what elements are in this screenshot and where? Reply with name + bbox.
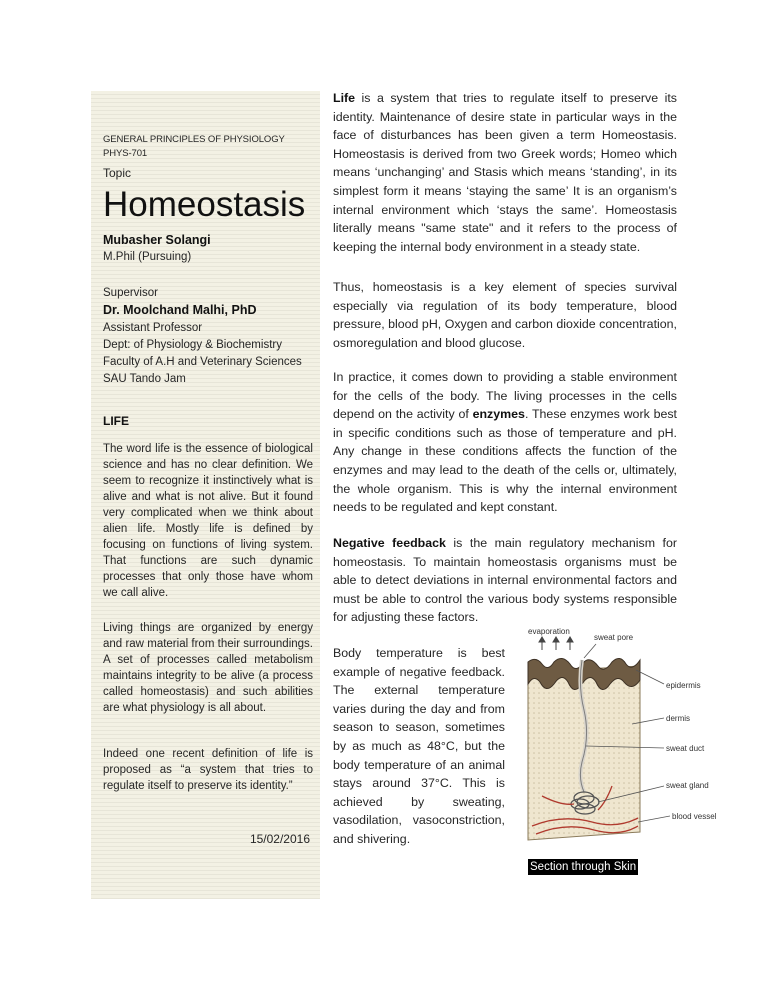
document-title: Homeostasis xyxy=(103,185,306,224)
term-life: Life xyxy=(333,91,356,105)
supervisor-dept: Dept: of Physiology & Biochemistry xyxy=(103,339,282,351)
life-heading: LIFE xyxy=(103,414,129,428)
course-name: GENERAL PRINCIPLES OF PHYSIOLOGY xyxy=(103,134,285,145)
term-negative-feedback: Negative feedback xyxy=(333,536,446,550)
label-evaporation: evaporation xyxy=(528,627,570,636)
paragraph-survival: Thus, homeostasis is a key element of species survival especially via regulation of its body temperature, blood pressure, blood pH, Oxygen and carbon dioxide concentration, osmoregulation and blood glucose. xyxy=(333,280,677,350)
life-paragraph-3: Indeed one recent definition of life is proposed as “a system that tries to regulate itself to preserve its identity.” xyxy=(103,748,313,792)
supervisor-faculty: Faculty of A.H and Veterinary Sciences xyxy=(103,356,302,368)
course-info xyxy=(103,133,303,161)
paragraph-life-definition xyxy=(333,89,677,256)
paragraph-body-temperature: Body temperature is best example of negative feedback. The external temperature varies during the day and from season to season, sometimes by as much as 48°C, but the body temperature of an animal stays around 37°C. This is achieved by sweating, vasodilation, vasoconstriction, and shivering. xyxy=(333,646,505,846)
skin-section-diagram xyxy=(522,626,718,854)
supervisor-details xyxy=(103,320,303,388)
label-sweat-pore: sweat pore xyxy=(594,633,634,642)
paragraph-negative-feedback xyxy=(333,534,677,627)
supervisor-label: Supervisor xyxy=(103,287,158,299)
topic-label: Topic xyxy=(103,166,132,180)
paragraph-text: . These enzymes work best in specific conditions such as those of temperature and pH. Any change in these conditions affects the function of the enzymes and may lead to the death of the cells or, ultimately, the whole organism. This is why the internal environment needs to be regulated and kept constant. xyxy=(333,407,677,515)
supervisor-university: SAU Tando Jam xyxy=(103,373,186,385)
paragraph-enzymes xyxy=(333,368,677,517)
supervisor-title: Assistant Professor xyxy=(103,322,203,334)
document-date: 15/02/2016 xyxy=(249,832,310,846)
label-dermis: dermis xyxy=(666,714,691,723)
term-enzymes: enzymes xyxy=(472,407,525,422)
paragraph-text: is the main regulatory mechanism for homeostasis. To maintain homeostasis organisms must be able to detect deviations in internal environmental factors and must be able to control the various body systems responsible for adjusting these factors. xyxy=(333,536,678,625)
figure-caption: Section through Skin xyxy=(530,861,637,873)
author-name: Mubasher Solangi xyxy=(103,233,211,247)
label-sweat-duct: sweat duct xyxy=(666,744,705,753)
life-paragraph-1: The word life is the essence of biological science and has no clear definition. We seem to recognize it instinctively what is alive and what is not alive. But it found very complicated when we think about alien life. Mostly life is defined by focusing on functions of living system. That functions are such dynamic processes that only those have whom we call alive. xyxy=(103,443,313,599)
author-degree: M.Phil (Pursuing) xyxy=(103,251,192,263)
label-epidermis: epidermis xyxy=(666,681,701,690)
course-code: PHYS-701 xyxy=(103,148,148,159)
paragraph-text: In practice, it comes down to providing a stable environment for the cells of the body. The living processes in the cells depend on the activity of xyxy=(333,370,677,422)
evaporation-arrows xyxy=(539,637,573,650)
supervisor-name: Dr. Moolchand Malhi, PhD xyxy=(103,303,257,317)
label-sweat-gland: sweat gland xyxy=(666,781,709,790)
sidebar-panel xyxy=(91,91,320,899)
paragraph-text: is a system that tries to regulate itself to preserve its identity. Maintenance of desire state in particular ways in the face of disturbances has been given a term Homeostasis. Homeostasis is derived from two Greek words; Homeo which means ‘unchanging’ and Stasis which means ‘standing’, in its simplest form it means ‘staying the same’ It is an organism’s internal environment which ‘stays the same’. Homeostasis literally means "same state" and it refers to the process of keeping the internal body environment in a steady state. xyxy=(333,91,677,254)
life-paragraph-2: Living things are organized by energy and raw material from their surroundings. A set of processes called metabolism maintains integrity to be alive (a process called homeostasis) and such abilities are what physiology is all about. xyxy=(103,622,313,714)
label-blood-vessel: blood vessel xyxy=(672,812,717,821)
